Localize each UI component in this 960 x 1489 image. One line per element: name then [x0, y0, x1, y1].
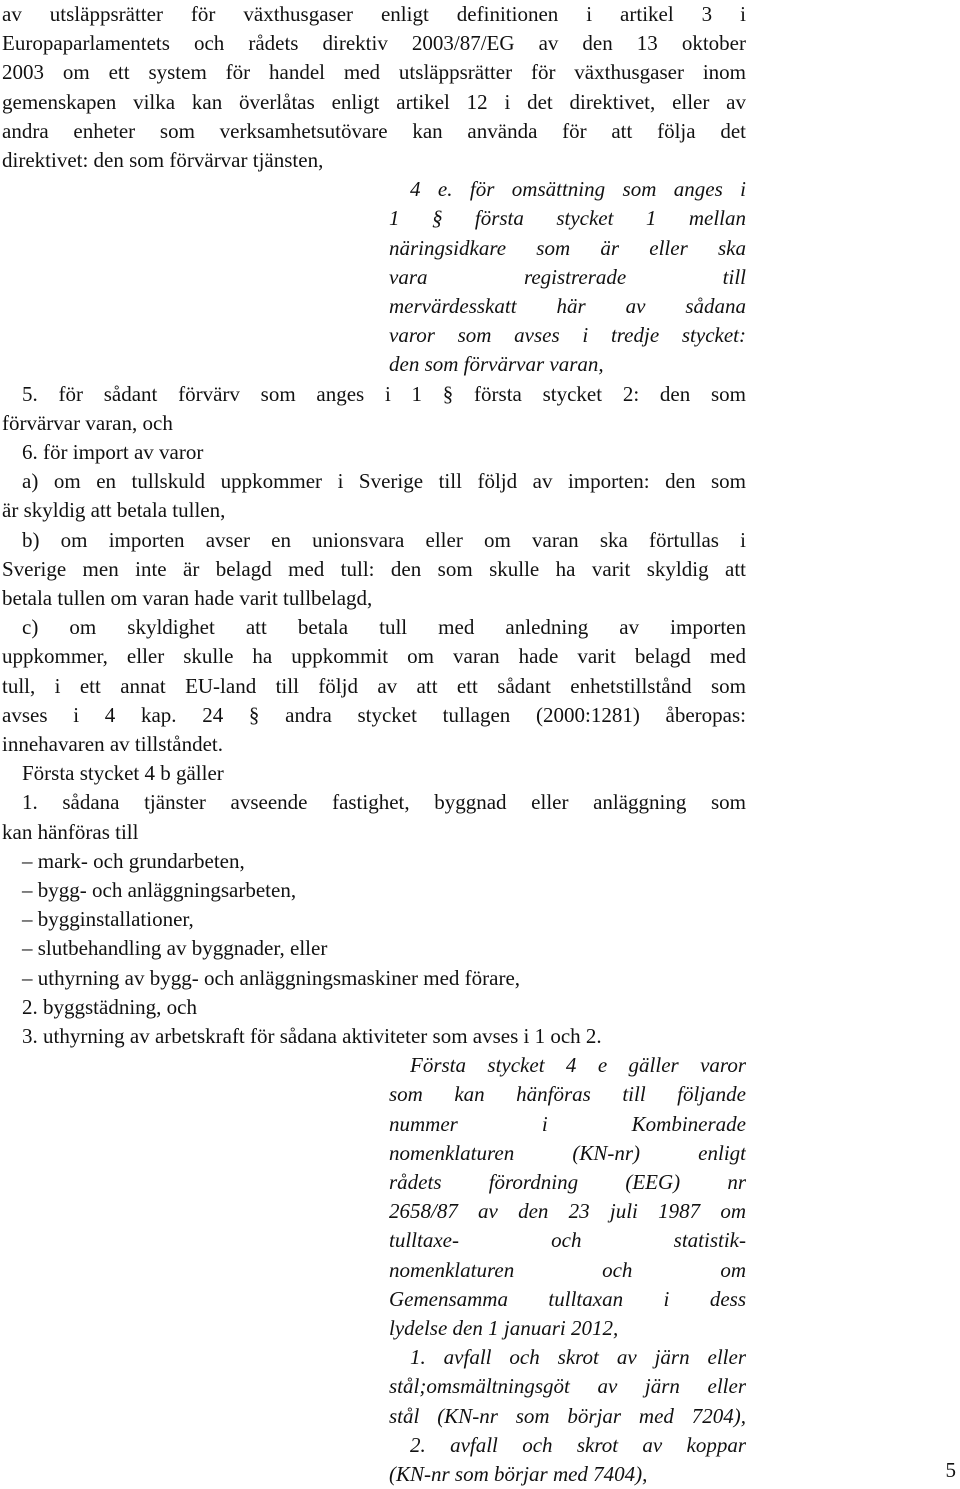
text-line: lydelse den 1 januari 2012, — [389, 1316, 619, 1340]
text-line: den som förvärvar varan, — [389, 352, 604, 377]
text-line: varor som avses i tredje stycket: — [389, 323, 746, 348]
text-line: c) om skyldighet att betala tull med anledning av importen — [22, 615, 746, 640]
text-line: näringsidkare som är eller ska — [389, 235, 746, 260]
text-line: innehavaren av tillståndet. — [2, 732, 224, 756]
text-line: 1 § första stycket 1 mellan — [389, 206, 746, 231]
text-line: stål (KN-nr som börjar med 7204), — [389, 1403, 746, 1428]
text-line: avses i 4 kap. 24 § andra stycket tullagen (2000:1281) åberopas: — [2, 702, 746, 727]
text-line: – uthyrning av bygg- och anläggningsmaskiner med förare, — [22, 965, 521, 990]
text-line: Första stycket 4 e gäller varor — [410, 1053, 746, 1078]
text-line: 1. avfall och skrot av järn eller — [410, 1345, 746, 1370]
text-line: gemenskapen vilka kan överlåtas enligt artikel 12 i det direktivet, eller av — [2, 89, 746, 114]
text-line: vara registrerade till — [389, 264, 746, 289]
text-line: – bygginstallationer, — [22, 907, 194, 932]
text-line: – bygg- och anläggningsarbeten, — [22, 878, 297, 902]
text-line: 2658/87 av den 23 juli 1987 om — [389, 1199, 746, 1224]
text-line: 2. avfall och skrot av koppar — [410, 1432, 746, 1457]
text-line: b) om importen avser en unionsvara eller om varan ska förtullas i — [22, 527, 746, 552]
text-line: 3. uthyrning av arbetskraft för sådana aktiviteter som avses i 1 och 2. — [22, 1024, 602, 1048]
text-line: Europaparlamentets och rådets direktiv 2003/87/EG av den 13 oktober — [2, 31, 746, 56]
text-line: av utsläppsrätter för växthusgaser enligt definitionen i artikel 3 i — [2, 2, 746, 26]
text-line: kan hänföras till — [2, 819, 139, 844]
text-line: 2003 om ett system för handel med utsläppsrätter för växthusgaser inom — [2, 60, 746, 85]
text-line: som kan hänföras till följande — [389, 1082, 746, 1107]
text-line: förvärvar varan, och — [2, 410, 173, 435]
text-line: andra enheter som verksamhetsutövare kan använda för att följa det — [2, 118, 746, 143]
text-line: mervärdesskatt här av sådana — [389, 294, 746, 318]
page-number: 5 — [945, 1458, 956, 1482]
text-line: Gemensamma tulltaxan i dess — [389, 1286, 746, 1311]
text-line: tulltaxe- och statistik- — [389, 1228, 746, 1253]
text-line: nummer i Kombinerade — [389, 1111, 746, 1136]
text-line: nomenklaturen (KN-nr) enligt — [389, 1140, 746, 1165]
text-line: 2. byggstädning, och — [22, 994, 197, 1019]
text-line: tull, i ett annat EU-land till följd av att ett sådant enhetstillstånd som — [2, 673, 746, 698]
text-line: 4 e. för omsättning som anges i — [410, 177, 746, 202]
text-line: Första stycket 4 b gäller — [22, 761, 224, 786]
text-line: – mark- och grundarbeten, — [22, 848, 245, 873]
text-line: a) om en tullskuld uppkommer i Sverige till följd av importen: den som — [22, 469, 746, 494]
text-line: (KN-nr som börjar med 7404), — [389, 1462, 648, 1486]
text-line: Sverige men inte är belagd med tull: den som skulle ha varit skyldig att — [2, 556, 746, 581]
text-line: rådets förordning (EEG) nr — [389, 1170, 746, 1194]
text-line: – slutbehandling av byggnader, eller — [22, 936, 328, 961]
text-line: betala tullen om varan hade varit tullbelagd, — [2, 586, 373, 610]
text-line: är skyldig att betala tullen, — [2, 498, 226, 523]
text-line: stål;omsmältningsgöt av järn eller — [389, 1374, 746, 1399]
text-line: 6. för import av varor — [22, 440, 204, 464]
text-line: 1. sådana tjänster avseende fastighet, byggnad eller anläggning som — [22, 790, 746, 815]
text-line: 5. för sådant förvärv som anges i 1 § första stycket 2: den som — [22, 381, 746, 406]
text-line: direktivet: den som förvärvar tjänsten, — [2, 148, 324, 172]
text-line: nomenklaturen och om — [389, 1257, 746, 1282]
text-line: uppkommer, eller skulle ha uppkommit om varan hade varit belagd med — [2, 644, 746, 669]
